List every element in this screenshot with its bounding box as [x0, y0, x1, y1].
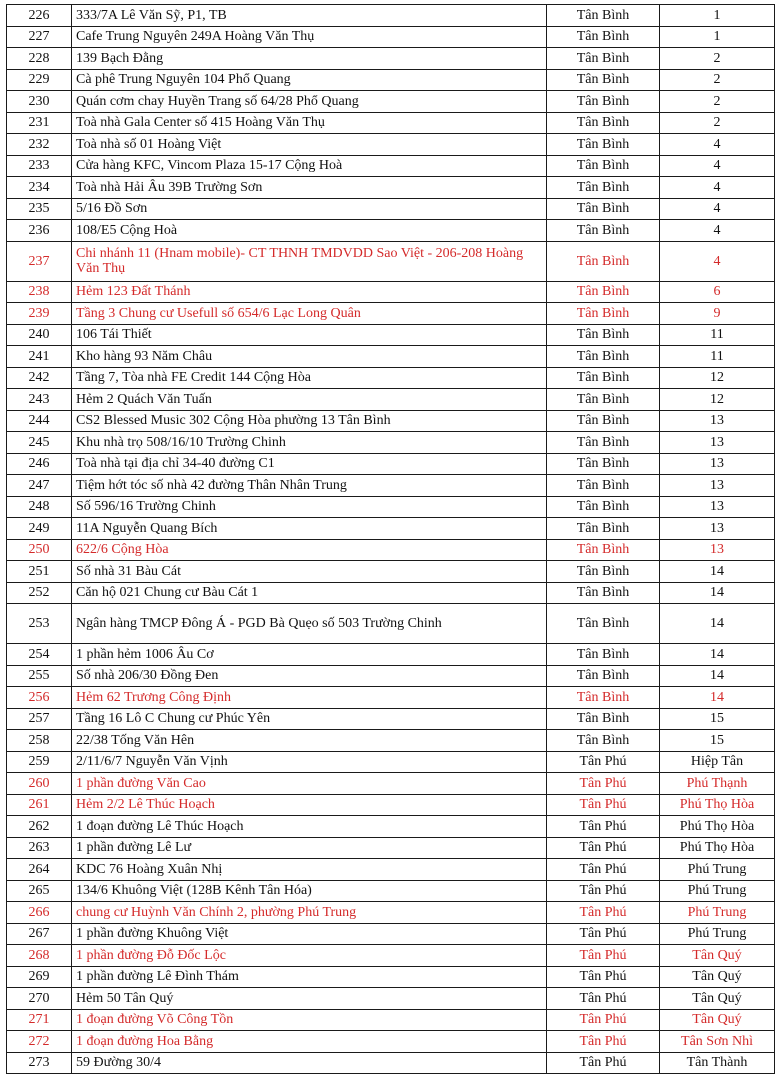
- ward-cell: 14: [660, 687, 775, 709]
- row-number-cell: 257: [7, 708, 72, 730]
- ward-cell: 2: [660, 112, 775, 134]
- district-cell: Tân Bình: [547, 367, 660, 389]
- ward-cell: 4: [660, 241, 775, 281]
- district-cell: Tân Bình: [547, 198, 660, 220]
- district-cell: Tân Phú: [547, 1031, 660, 1053]
- row-number-cell: 240: [7, 324, 72, 346]
- address-cell: 1 phần đường Khuông Việt: [72, 923, 547, 945]
- address-cell: Toà nhà Hải Âu 39B Trường Sơn: [72, 177, 547, 199]
- address-cell: Hẻm 50 Tân Quý: [72, 988, 547, 1010]
- district-cell: Tân Bình: [547, 730, 660, 752]
- district-cell: Tân Bình: [547, 281, 660, 303]
- row-number-cell: 242: [7, 367, 72, 389]
- ward-cell: Phú Thọ Hòa: [660, 837, 775, 859]
- district-cell: Tân Phú: [547, 1009, 660, 1031]
- district-cell: Tân Bình: [547, 410, 660, 432]
- address-cell: Số 596/16 Trường Chinh: [72, 496, 547, 518]
- table-row: [7, 303, 775, 325]
- address-cell: Toà nhà tại địa chỉ 34-40 đường C1: [72, 453, 547, 475]
- table-row: [7, 134, 775, 156]
- address-cell: 5/16 Đồ Sơn: [72, 198, 547, 220]
- table-row: [7, 751, 775, 773]
- row-number-cell: 271: [7, 1009, 72, 1031]
- row-number-cell: 226: [7, 5, 72, 27]
- address-cell: 134/6 Khuông Việt (128B Kênh Tân Hóa): [72, 880, 547, 902]
- row-number-cell: 241: [7, 346, 72, 368]
- ward-cell: Phú Thọ Hòa: [660, 816, 775, 838]
- address-cell: 1 đoạn đường Lê Thúc Hoạch: [72, 816, 547, 838]
- row-number-cell: 250: [7, 539, 72, 561]
- table-row: [7, 432, 775, 454]
- ward-cell: 15: [660, 730, 775, 752]
- ward-cell: 2: [660, 91, 775, 113]
- ward-cell: Phú Trung: [660, 902, 775, 924]
- district-cell: Tân Phú: [547, 880, 660, 902]
- table-row: [7, 241, 775, 281]
- table-row: [7, 708, 775, 730]
- address-cell: Hẻm 2/2 Lê Thúc Hoạch: [72, 794, 547, 816]
- row-number-cell: 267: [7, 923, 72, 945]
- row-number-cell: 258: [7, 730, 72, 752]
- table-row: [7, 816, 775, 838]
- address-cell: 1 phần đường Lê Lư: [72, 837, 547, 859]
- district-cell: Tân Bình: [547, 496, 660, 518]
- row-number-cell: 239: [7, 303, 72, 325]
- table-row: [7, 966, 775, 988]
- table-row: [7, 1052, 775, 1074]
- ward-cell: 1: [660, 26, 775, 48]
- address-cell: Toà nhà Gala Center số 415 Hoàng Văn Thụ: [72, 112, 547, 134]
- row-number-cell: 263: [7, 837, 72, 859]
- row-number-cell: 268: [7, 945, 72, 967]
- district-cell: Tân Bình: [547, 389, 660, 411]
- ward-cell: 13: [660, 496, 775, 518]
- row-number-cell: 233: [7, 155, 72, 177]
- table-row: [7, 582, 775, 604]
- district-cell: Tân Bình: [547, 177, 660, 199]
- address-cell: Kho hàng 93 Năm Châu: [72, 346, 547, 368]
- row-number-cell: 234: [7, 177, 72, 199]
- district-cell: Tân Bình: [547, 687, 660, 709]
- row-number-cell: 251: [7, 561, 72, 583]
- address-cell: Cà phê Trung Nguyên 104 Phổ Quang: [72, 69, 547, 91]
- address-cell: 1 phần đường Văn Cao: [72, 773, 547, 795]
- district-cell: Tân Bình: [547, 665, 660, 687]
- district-cell: Tân Phú: [547, 966, 660, 988]
- ward-cell: 2: [660, 48, 775, 70]
- ward-cell: 12: [660, 367, 775, 389]
- table-body: [7, 5, 775, 1074]
- row-number-cell: 261: [7, 794, 72, 816]
- address-cell: Hẻm 62 Trương Công Định: [72, 687, 547, 709]
- location-table: [6, 4, 775, 1074]
- ward-cell: 12: [660, 389, 775, 411]
- ward-cell: 11: [660, 346, 775, 368]
- row-number-cell: 255: [7, 665, 72, 687]
- row-number-cell: 238: [7, 281, 72, 303]
- row-number-cell: 246: [7, 453, 72, 475]
- ward-cell: 2: [660, 69, 775, 91]
- address-cell: 139 Bạch Đằng: [72, 48, 547, 70]
- row-number-cell: 259: [7, 751, 72, 773]
- table-row: [7, 730, 775, 752]
- row-number-cell: 260: [7, 773, 72, 795]
- district-cell: Tân Phú: [547, 773, 660, 795]
- row-number-cell: 273: [7, 1052, 72, 1074]
- table-row: [7, 644, 775, 666]
- table-row: [7, 281, 775, 303]
- ward-cell: 15: [660, 708, 775, 730]
- district-cell: Tân Bình: [547, 518, 660, 540]
- address-cell: 1 đoạn đường Võ Công Tồn: [72, 1009, 547, 1031]
- table-row: [7, 837, 775, 859]
- row-number-cell: 253: [7, 604, 72, 644]
- row-number-cell: 231: [7, 112, 72, 134]
- district-cell: Tân Phú: [547, 988, 660, 1010]
- address-cell: Cafe Trung Nguyên 249A Hoàng Văn Thụ: [72, 26, 547, 48]
- table-row: [7, 324, 775, 346]
- ward-cell: Phú Trung: [660, 880, 775, 902]
- row-number-cell: 264: [7, 859, 72, 881]
- table-row: [7, 410, 775, 432]
- ward-cell: Tân Quý: [660, 945, 775, 967]
- address-cell: Hẻm 123 Đất Thánh: [72, 281, 547, 303]
- address-cell: 622/6 Cộng Hòa: [72, 539, 547, 561]
- row-number-cell: 265: [7, 880, 72, 902]
- district-cell: Tân Bình: [547, 324, 660, 346]
- table-row: [7, 539, 775, 561]
- district-cell: Tân Bình: [547, 69, 660, 91]
- address-cell: Hẻm 2 Quách Văn Tuấn: [72, 389, 547, 411]
- ward-cell: Phú Trung: [660, 859, 775, 881]
- district-cell: Tân Phú: [547, 794, 660, 816]
- table-row: [7, 48, 775, 70]
- address-cell: Tiệm hớt tóc số nhà 42 đường Thân Nhân Trung: [72, 475, 547, 497]
- address-cell: Quán cơm chay Huyền Trang số 64/28 Phổ Quang: [72, 91, 547, 113]
- address-cell: 106 Tái Thiết: [72, 324, 547, 346]
- district-cell: Tân Phú: [547, 816, 660, 838]
- table-row: [7, 389, 775, 411]
- table-row: [7, 177, 775, 199]
- table-row: [7, 475, 775, 497]
- ward-cell: 14: [660, 582, 775, 604]
- address-cell: Chi nhánh 11 (Hnam mobile)- CT THNH TMDVDD Sao Việt - 206-208 Hoàng Văn Thụ: [72, 241, 547, 281]
- district-cell: Tân Bình: [547, 582, 660, 604]
- ward-cell: Hiệp Tân: [660, 751, 775, 773]
- ward-cell: 14: [660, 665, 775, 687]
- ward-cell: 4: [660, 134, 775, 156]
- district-cell: Tân Bình: [547, 48, 660, 70]
- address-cell: Cửa hàng KFC, Vincom Plaza 15-17 Cộng Hoà: [72, 155, 547, 177]
- district-cell: Tân Bình: [547, 604, 660, 644]
- district-cell: Tân Bình: [547, 539, 660, 561]
- table-row: [7, 112, 775, 134]
- address-cell: Tầng 3 Chung cư Usefull số 654/6 Lạc Long Quân: [72, 303, 547, 325]
- table-row: [7, 880, 775, 902]
- address-cell: 1 phần hẻm 1006 Âu Cơ: [72, 644, 547, 666]
- district-cell: Tân Bình: [547, 26, 660, 48]
- ward-cell: 13: [660, 453, 775, 475]
- address-cell: KDC 76 Hoàng Xuân Nhị: [72, 859, 547, 881]
- district-cell: Tân Bình: [547, 475, 660, 497]
- address-cell: Số nhà 31 Bàu Cát: [72, 561, 547, 583]
- address-cell: 1 đoạn đường Hoa Bằng: [72, 1031, 547, 1053]
- address-cell: 333/7A Lê Văn Sỹ, P1, TB: [72, 5, 547, 27]
- ward-cell: 14: [660, 604, 775, 644]
- district-cell: Tân Bình: [547, 5, 660, 27]
- ward-cell: 4: [660, 220, 775, 242]
- row-number-cell: 237: [7, 241, 72, 281]
- address-cell: 1 phần đường Lê Đình Thám: [72, 966, 547, 988]
- district-cell: Tân Phú: [547, 837, 660, 859]
- ward-cell: Tân Thành: [660, 1052, 775, 1074]
- district-cell: Tân Bình: [547, 112, 660, 134]
- district-cell: Tân Phú: [547, 859, 660, 881]
- district-cell: Tân Bình: [547, 303, 660, 325]
- address-cell: chung cư Huỳnh Văn Chính 2, phường Phú Trung: [72, 902, 547, 924]
- district-cell: Tân Bình: [547, 561, 660, 583]
- address-cell: 22/38 Tống Văn Hên: [72, 730, 547, 752]
- address-cell: 1 phần đường Đỗ Đốc Lộc: [72, 945, 547, 967]
- table-row: [7, 687, 775, 709]
- table-row: [7, 859, 775, 881]
- address-cell: Khu nhà trọ 508/16/10 Trường Chinh: [72, 432, 547, 454]
- row-number-cell: 235: [7, 198, 72, 220]
- table-row: [7, 518, 775, 540]
- ward-cell: Phú Thọ Hòa: [660, 794, 775, 816]
- address-cell: 11A Nguyễn Quang Bích: [72, 518, 547, 540]
- ward-cell: 4: [660, 155, 775, 177]
- ward-cell: 13: [660, 475, 775, 497]
- table-row: [7, 988, 775, 1010]
- ward-cell: Phú Thạnh: [660, 773, 775, 795]
- row-number-cell: 269: [7, 966, 72, 988]
- table-row: [7, 220, 775, 242]
- district-cell: Tân Phú: [547, 923, 660, 945]
- ward-cell: 13: [660, 432, 775, 454]
- ward-cell: 9: [660, 303, 775, 325]
- table-row: [7, 367, 775, 389]
- row-number-cell: 227: [7, 26, 72, 48]
- row-number-cell: 252: [7, 582, 72, 604]
- address-cell: Tầng 7, Tòa nhà FE Credit 144 Cộng Hòa: [72, 367, 547, 389]
- row-number-cell: 228: [7, 48, 72, 70]
- row-number-cell: 262: [7, 816, 72, 838]
- address-cell: Tầng 16 Lô C Chung cư Phúc Yên: [72, 708, 547, 730]
- row-number-cell: 256: [7, 687, 72, 709]
- ward-cell: Tân Sơn Nhì: [660, 1031, 775, 1053]
- table-row: [7, 794, 775, 816]
- district-cell: Tân Phú: [547, 945, 660, 967]
- table-row: [7, 561, 775, 583]
- ward-cell: 13: [660, 410, 775, 432]
- table-row: [7, 902, 775, 924]
- row-number-cell: 254: [7, 644, 72, 666]
- row-number-cell: 236: [7, 220, 72, 242]
- address-cell: 59 Đường 30/4: [72, 1052, 547, 1074]
- district-cell: Tân Bình: [547, 220, 660, 242]
- ward-cell: 14: [660, 644, 775, 666]
- district-cell: Tân Phú: [547, 1052, 660, 1074]
- address-cell: Số nhà 206/30 Đồng Đen: [72, 665, 547, 687]
- row-number-cell: 247: [7, 475, 72, 497]
- address-cell: CS2 Blessed Music 302 Cộng Hòa phường 13 Tân Bình: [72, 410, 547, 432]
- table-row: [7, 773, 775, 795]
- table-row: [7, 155, 775, 177]
- ward-cell: 14: [660, 561, 775, 583]
- ward-cell: 4: [660, 198, 775, 220]
- district-cell: Tân Phú: [547, 751, 660, 773]
- ward-cell: Phú Trung: [660, 923, 775, 945]
- table-row: [7, 5, 775, 27]
- ward-cell: 6: [660, 281, 775, 303]
- row-number-cell: 266: [7, 902, 72, 924]
- table-row: [7, 198, 775, 220]
- row-number-cell: 229: [7, 69, 72, 91]
- table-row: [7, 604, 775, 644]
- table-row: [7, 346, 775, 368]
- table-row: [7, 69, 775, 91]
- table-row: [7, 496, 775, 518]
- table-row: [7, 91, 775, 113]
- ward-cell: 11: [660, 324, 775, 346]
- district-cell: Tân Bình: [547, 453, 660, 475]
- row-number-cell: 232: [7, 134, 72, 156]
- ward-cell: 4: [660, 177, 775, 199]
- table-row: [7, 923, 775, 945]
- row-number-cell: 243: [7, 389, 72, 411]
- district-cell: Tân Bình: [547, 644, 660, 666]
- district-cell: Tân Bình: [547, 708, 660, 730]
- address-cell: 2/11/6/7 Nguyễn Văn Vịnh: [72, 751, 547, 773]
- row-number-cell: 272: [7, 1031, 72, 1053]
- ward-cell: Tân Quý: [660, 1009, 775, 1031]
- address-cell: 108/E5 Cộng Hoà: [72, 220, 547, 242]
- table-row: [7, 1031, 775, 1053]
- address-cell: Toà nhà số 01 Hoàng Việt: [72, 134, 547, 156]
- table-row: [7, 665, 775, 687]
- table-row: [7, 453, 775, 475]
- row-number-cell: 245: [7, 432, 72, 454]
- district-cell: Tân Bình: [547, 432, 660, 454]
- ward-cell: 13: [660, 539, 775, 561]
- district-cell: Tân Bình: [547, 241, 660, 281]
- address-cell: Căn hộ 021 Chung cư Bàu Cát 1: [72, 582, 547, 604]
- ward-cell: 13: [660, 518, 775, 540]
- table-row: [7, 945, 775, 967]
- row-number-cell: 270: [7, 988, 72, 1010]
- row-number-cell: 249: [7, 518, 72, 540]
- district-cell: Tân Bình: [547, 155, 660, 177]
- district-cell: Tân Bình: [547, 346, 660, 368]
- ward-cell: Tân Quý: [660, 988, 775, 1010]
- district-cell: Tân Bình: [547, 91, 660, 113]
- ward-cell: 1: [660, 5, 775, 27]
- table-row: [7, 26, 775, 48]
- row-number-cell: 244: [7, 410, 72, 432]
- district-cell: Tân Phú: [547, 902, 660, 924]
- ward-cell: Tân Quý: [660, 966, 775, 988]
- table-row: [7, 1009, 775, 1031]
- district-cell: Tân Bình: [547, 134, 660, 156]
- address-cell: Ngân hàng TMCP Đông Á - PGD Bà Quẹo số 503 Trường Chinh: [72, 604, 547, 644]
- row-number-cell: 230: [7, 91, 72, 113]
- row-number-cell: 248: [7, 496, 72, 518]
